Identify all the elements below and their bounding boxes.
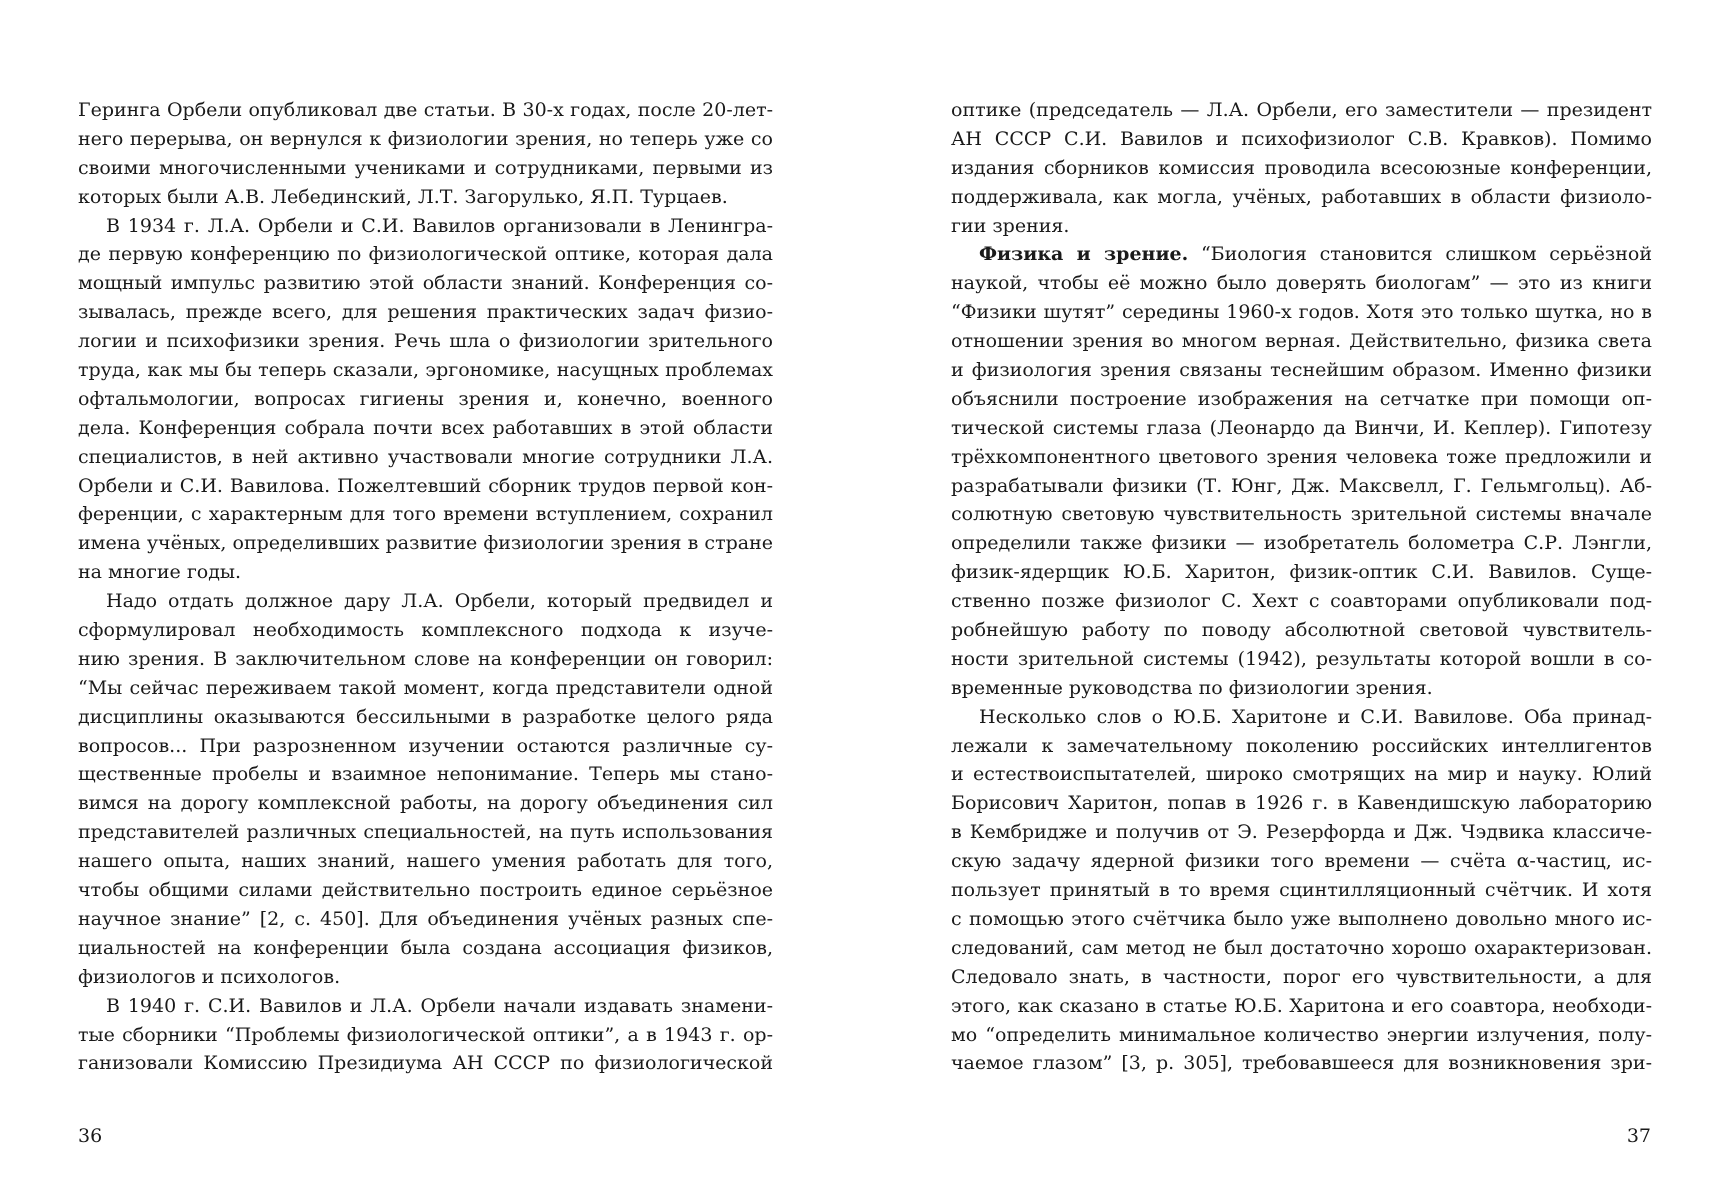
text-line: мощный импульс развитию этой области знаний. Конференция со- <box>78 272 773 295</box>
text-line: ференции, с характерным для того времени вступлением, сохранил <box>78 503 773 526</box>
page-number-right: 37 <box>1626 1125 1651 1147</box>
left-page <box>0 0 856 1181</box>
text-line: логии и психофизики зрения. Речь шла о физиологии зрительного <box>78 330 773 353</box>
text-line: трёхкомпонентного цветового зрения человека тоже предложили и <box>951 445 1652 468</box>
text-line: вопросов... При разрозненном изучении остаются различные су- <box>78 734 773 757</box>
text-line: Надо отдать должное дару Л.А. Орбели, который предвидел и <box>106 590 773 613</box>
text-line: следований, сам метод не был достаточно хорошо охарактеризован. <box>951 936 1652 959</box>
section-heading: Физика и зрение. <box>979 243 1189 266</box>
text-line: объяснили построение изображения на сетчатке при помощи оп- <box>951 387 1652 410</box>
text-line: нашего опыта, наших знаний, нашего умения работать для того, <box>78 850 773 873</box>
text-line: Геринга Орбели опубликовал две статьи. В 30-х годах, после 20-лет- <box>78 99 773 121</box>
text-line: циальностей на конференции была создана ассоциация физиков, <box>78 936 773 959</box>
text-line: Несколько слов о Ю.Б. Харитоне и С.И. Вавилове. Оба принад- <box>979 705 1652 728</box>
text-line: представителей различных специальностей, на путь использования <box>78 821 773 844</box>
section-heading-line <box>951 240 1652 269</box>
text-line: этого, как сказано в статье Ю.Б. Харитона и его соавтора, необходи- <box>951 994 1652 1017</box>
text-line: чтобы общими силами действительно построить единое серьёзное <box>78 879 773 902</box>
text-line: своими многочисленными учениками и сотрудниками, первыми из <box>78 156 773 179</box>
text-line: АН СССР С.И. Вавилов и психофизиолог С.В. Кравков). Помимо <box>951 127 1652 150</box>
text-line: ственно позже физиолог С. Хехт с соавторами опубликовали под- <box>951 590 1652 613</box>
text-line: де первую конференцию по физиологической оптике, которая дала <box>78 243 773 266</box>
left-page-text <box>78 96 773 1078</box>
text-line: оптике (председатель — Л.А. Орбели, его заместители — президент <box>951 99 1652 121</box>
text-line: офтальмологии, вопросах гигиены зрения и, конечно, военного <box>78 387 773 410</box>
text-line: дисциплины оказываются бессильными в разработке целого ряда <box>78 705 773 728</box>
text-line: нию зрения. В заключительном слове на конференции он говорил: <box>78 647 773 670</box>
text-line: на многие годы. <box>78 561 242 584</box>
text-line: лежали к замечательному поколению российских интеллигентов <box>951 734 1652 757</box>
text-line: в Кембридже и получив от Э. Резерфорда и Дж. Чэдвика классиче- <box>951 821 1652 844</box>
text-line: мо “определить минимальное количество энергии излучения, полу- <box>951 1023 1652 1046</box>
text-line: робнейшую работу по поводу абсолютной световой чувствитель- <box>951 619 1652 642</box>
text-line: “Физики шутят” середины 1960-х годов. Хотя это только шутка, но в <box>951 301 1652 324</box>
page-number-left: 36 <box>78 1125 103 1147</box>
right-page <box>856 0 1713 1181</box>
text-line: дела. Конференция собрала почти всех работавших в этой области <box>78 416 773 439</box>
text-line: Орбели и С.И. Вавилова. Пожелтевший сборник трудов первой кон- <box>78 474 773 497</box>
text-line: и физиология зрения связаны теснейшим образом. Именно физики <box>951 359 1652 382</box>
text-line: специалистов, в ней активно участвовали многие сотрудники Л.А. <box>78 445 773 468</box>
text-line: временные руководства по физиологии зрения. <box>951 676 1433 699</box>
text-line: отношении зрения во многом верная. Действительно, физика света <box>951 330 1652 353</box>
text-line: физик-ядерщик Ю.Б. Харитон, физик-оптик С.И. Вавилов. Суще- <box>951 561 1652 584</box>
text-line: и естествоиспытателей, широко смотрящих на мир и науку. Юлий <box>951 763 1652 786</box>
text-line: “Мы сейчас переживаем такой момент, когда представители одной <box>78 676 773 699</box>
text-line: поддерживала, как могла, учёных, работавших в области физиоло- <box>951 185 1652 208</box>
text-line: В 1940 г. С.И. Вавилов и Л.А. Орбели начали издавать знамени- <box>106 994 773 1017</box>
text-line: ганизовали Комиссию Президиума АН СССР по физиологической <box>78 1052 773 1075</box>
text-line: Борисович Харитон, попав в 1926 г. в Кавендишскую лабораторию <box>951 792 1652 815</box>
text-line: скую задачу ядерной физики того времени — счёта α-частиц, ис- <box>951 850 1652 873</box>
text-line: разрабатывали физики (Т. Юнг, Дж. Максвелл, Г. Гельмгольц). Аб- <box>951 474 1652 497</box>
text-line: гии зрения. <box>951 214 1070 237</box>
text-line: солютную световую чувствительность зрительной системы вначале <box>951 503 1652 526</box>
text-line: тической системы глаза (Леонардо да Винчи, И. Кеплер). Гипотезу <box>951 416 1652 439</box>
text-line: В 1934 г. Л.А. Орбели и С.И. Вавилов организовали в Ленингра- <box>106 214 773 237</box>
text-line: имена учёных, определивших развитие физиологии зрения в стране <box>78 532 773 555</box>
text-line: пользует принятый в то время сцинтилляционный счётчик. И хотя <box>951 879 1652 902</box>
text-line: с помощью этого счётчика было уже выполнено довольно много ис- <box>951 907 1652 930</box>
text-line: определили также физики — изобретатель болометра С.Р. Лэнгли, <box>951 532 1652 555</box>
text-line: зывалась, прежде всего, для решения практических задач физио- <box>78 301 773 324</box>
text-line: которых были А.В. Лебединский, Л.Т. Загорулько, Я.П. Турцаев. <box>78 185 728 208</box>
text-line: тые сборники “Проблемы физиологической оптики”, а в 1943 г. ор- <box>78 1023 773 1046</box>
text-line: Следовало знать, в частности, порог его чувствительности, а для <box>951 965 1652 988</box>
text-line: чаемое глазом” [3, p. 305], требовавшееся для возникновения зри- <box>951 1052 1652 1075</box>
right-page-text <box>951 96 1652 1078</box>
text-line: труда, как мы бы теперь сказали, эргономике, насущных проблемах <box>78 359 773 382</box>
text-line: научное знание” [2, с. 450]. Для объединения учёных разных спе- <box>78 907 773 930</box>
text-line: сформулировал необходимость комплексного подхода к изуче- <box>78 619 773 642</box>
text-line: него перерыва, он вернулся к физиологии зрения, но теперь уже со <box>78 127 773 150</box>
text-line: физиологов и психологов. <box>78 965 341 988</box>
heading-line-text: “Биология становится слишком серьёзной <box>1188 243 1652 266</box>
text-line: ности зрительной системы (1942), результаты которой вошли в со- <box>951 647 1652 670</box>
text-line: вимся на дорогу комплексной работы, на дорогу объединения сил <box>78 792 773 815</box>
text-line: издания сборников комиссия проводила всесоюзные конференции, <box>951 156 1652 179</box>
text-line: наукой, чтобы её можно было доверять биологам” — это из книги <box>951 272 1652 295</box>
text-line: щественные пробелы и взаимное непонимание. Теперь мы стано- <box>78 763 773 786</box>
